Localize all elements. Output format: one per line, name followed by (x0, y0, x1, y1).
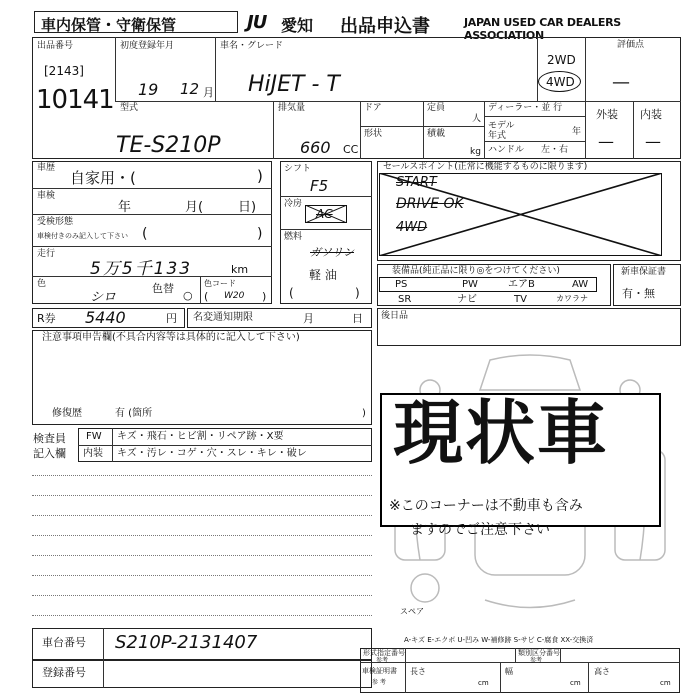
divider (560, 648, 561, 662)
load-label: 積載 (427, 129, 446, 139)
drive-2wd: 2WD (547, 53, 576, 67)
interior-items-label: 内装 (83, 448, 103, 459)
as-is-stamp-title: 現状車 (393, 392, 609, 474)
model-year-unit: 年 (572, 127, 582, 137)
aircon-cross-mark (305, 205, 347, 223)
spare-label: スペア (400, 607, 424, 616)
inspection-month: 月( (185, 200, 204, 215)
lot-sub-number: [2143] (44, 64, 84, 78)
inspector-label-1: 検査員 (33, 432, 66, 445)
repair-close: ) (362, 408, 366, 419)
divider (280, 229, 372, 230)
divider (515, 648, 516, 662)
selling-point-1: START (396, 175, 437, 190)
aircon-value: AC (316, 207, 333, 221)
divider (360, 126, 484, 127)
writing-line (32, 515, 372, 516)
evaluation-label: 評価点 (617, 40, 645, 50)
type-approval-label: 形式指定番号 (363, 649, 405, 657)
storage-label-box (34, 11, 238, 33)
drive-4wd: 4WD (546, 75, 575, 89)
stamp-note-line-1: ※このコーナーは不動車も含み (389, 498, 583, 514)
equipment-airbag: エアB (508, 279, 535, 290)
recycle-label: R券 (37, 312, 56, 325)
divider (500, 662, 501, 693)
association-name: JAPAN USED CAR DEALERS ASSOCIATION (464, 16, 621, 42)
capacity-unit: 人 (472, 114, 482, 124)
registration-month-unit: 月 (203, 86, 214, 99)
model-label: 型式 (120, 103, 139, 113)
selling-point-3: 4WD (396, 220, 428, 235)
inspector-label-2: 記入欄 (33, 447, 66, 460)
tax-notice-month: 月 (303, 312, 314, 325)
fuel-close: ) (355, 286, 360, 300)
handle-options: 左・右 (541, 145, 569, 155)
width-unit: cm (570, 679, 581, 687)
interior-items: キズ・汚レ・コゲ・穴・スレ・キレ・破レ (117, 448, 307, 459)
history-close: ) (257, 167, 263, 185)
tax-notice-label: 名変通知期限 (193, 312, 253, 323)
color-value: シロ (90, 290, 117, 305)
equipment-ps: PS (395, 279, 408, 290)
writing-line (32, 615, 372, 616)
divider (112, 428, 113, 462)
shift-value: F5 (310, 177, 329, 195)
displacement-label: 排気量 (278, 103, 306, 113)
history-value: 自家用・( (70, 169, 136, 187)
color-code-close: ) (262, 290, 267, 303)
ju-logo: JU (247, 12, 267, 33)
divider (273, 101, 274, 159)
postscript-label: 後日品 (381, 311, 409, 321)
cert-label: 車検証明書 (362, 667, 397, 675)
equipment-sr: SR (398, 294, 412, 305)
divider (484, 101, 485, 159)
color-change-label: 色替 (152, 282, 174, 295)
car-name-label: 車名・グレード (220, 41, 284, 51)
length-unit: cm (478, 679, 489, 687)
dealer-label: ディーラー・並 行 (488, 103, 563, 113)
writing-line (32, 595, 372, 596)
logo-text: 愛知 (281, 16, 314, 35)
interior-score: — (645, 132, 661, 151)
warranty-options: 有・無 (622, 287, 655, 300)
car-name-value: HiJET - T (248, 72, 340, 97)
recycle-unit: 円 (166, 312, 177, 325)
first-registration-label: 初度登録年月 (120, 41, 175, 51)
divider (215, 37, 216, 101)
color-code-open: ( (204, 290, 209, 303)
divider (32, 246, 272, 247)
color-label: 色 (37, 279, 47, 289)
divider (633, 101, 634, 159)
divider (103, 660, 104, 688)
equipment-label: 装備品(純正品に限り◎をつけてください) (392, 266, 560, 276)
fuel-value: 軽 油 (309, 268, 337, 282)
writing-line (32, 495, 372, 496)
divider (32, 214, 272, 215)
height-label: 高さ (594, 667, 610, 676)
mileage-unit: km (231, 263, 249, 276)
exterior-score: — (598, 132, 614, 151)
acceptance-note: 車検付きのみ記入して下さい (37, 232, 128, 240)
interior-label: 内装 (640, 108, 662, 121)
model-year-label: モデル 年式 (488, 121, 515, 141)
damage-legend: A-キズ E-エクボ U-凹み W-補修跡 S-サビ C-腐食 XX-交換済 (404, 636, 594, 644)
category-label: 類別区分番号 (518, 649, 560, 657)
evaluation-score: — (612, 72, 630, 93)
equipment-aw: AW (572, 279, 589, 290)
inspection-label: 車検 (37, 191, 56, 201)
reference-2: 参考 (530, 657, 543, 664)
divider (200, 276, 201, 304)
stamp-note-line-2: ますのでご注意下さい (410, 522, 550, 538)
length-label: 長さ (410, 667, 426, 676)
registration-month: 12 (180, 80, 200, 98)
exterior-label: 外装 (596, 108, 618, 121)
divider (103, 628, 104, 660)
lot-number-label: 出品番号 (37, 41, 74, 51)
selling-point-2: DRIVE OK (396, 196, 464, 212)
inspection-year: 年 (118, 200, 132, 215)
writing-line (32, 535, 372, 536)
handle-label: ハンドル (488, 145, 525, 155)
acceptance-label: 受検形態 (37, 217, 74, 227)
reference-1: 参考 (376, 657, 389, 664)
divider (115, 37, 116, 101)
divider (360, 101, 361, 159)
divider (280, 196, 372, 197)
registration-number-label: 登録番号 (42, 666, 86, 679)
fw-label: FW (86, 431, 102, 442)
fw-items: キズ・飛石・ヒビ割・リペア跡・X要 (117, 431, 284, 442)
equipment-pw: PW (462, 279, 478, 290)
mileage-value: 5万5千133 (90, 259, 193, 279)
tax-notice-day: 日 (352, 312, 363, 325)
color-code-value: W20 (224, 291, 245, 301)
postscript-block (377, 308, 681, 346)
notes-block (32, 330, 372, 425)
writing-line (32, 555, 372, 556)
repair-value: 有 (箇所 (115, 408, 153, 419)
width-label: 幅 (505, 667, 513, 676)
load-unit: kg (470, 147, 481, 157)
form-title: 出品申込書 (340, 16, 430, 37)
equipment-other: カワラナ (556, 294, 588, 303)
doors-label: ドア (364, 103, 382, 113)
acceptance-open: ( (142, 226, 148, 242)
divider (115, 101, 585, 102)
shape-label: 形状 (364, 129, 383, 139)
inspection-day: 日) (238, 200, 257, 215)
lot-number: 10141 (36, 85, 114, 115)
color-change-circle: ○ (183, 289, 193, 302)
divider (484, 116, 585, 117)
fuel-label: 燃料 (284, 232, 303, 242)
reference-3: 参 考 (372, 679, 386, 686)
writing-line (32, 475, 372, 476)
divider (405, 648, 406, 693)
model-value: TE-S210P (116, 133, 221, 158)
warranty-label: 新車保証書 (621, 267, 667, 277)
height-unit: cm (660, 679, 671, 687)
fuel-open: ( (289, 286, 294, 300)
selling-points-label: セールスポイント(正常に機能するものに限ります) (383, 162, 588, 172)
equipment-navi: ナビ (457, 294, 477, 305)
aircon-label: 冷房 (284, 199, 303, 209)
divider (423, 101, 424, 159)
writing-line (32, 575, 372, 576)
divider (360, 662, 680, 663)
fuel-crossed: ガソリン (310, 246, 354, 259)
divider (537, 37, 538, 101)
capacity-label: 定員 (427, 103, 446, 113)
divider (78, 445, 372, 446)
registration-year: 19 (138, 80, 159, 99)
divider (588, 662, 589, 693)
color-code-label: 色コード (204, 279, 236, 288)
displacement-unit: CC (343, 143, 359, 156)
recycle-value: 5440 (85, 308, 126, 327)
repair-label: 修復歴 (52, 408, 82, 419)
storage-label: 車内保管・守衛保管 (41, 16, 177, 34)
divider (585, 37, 586, 159)
equipment-tv: TV (514, 294, 527, 305)
history-label: 車歴 (37, 163, 56, 173)
equipment-row1-box (379, 277, 597, 292)
acceptance-close: ) (257, 226, 263, 242)
divider (484, 141, 585, 142)
divider (32, 188, 272, 189)
chassis-value: S210P-2131407 (115, 632, 258, 653)
chassis-label: 車台番号 (42, 636, 86, 649)
mileage-label: 走行 (37, 249, 56, 259)
displacement-value: 660 (300, 138, 331, 157)
shift-label: シフト (284, 164, 312, 174)
notes-label: 注意事項申告欄(不具合内容等は具体的に記入して下さい) (42, 332, 300, 343)
